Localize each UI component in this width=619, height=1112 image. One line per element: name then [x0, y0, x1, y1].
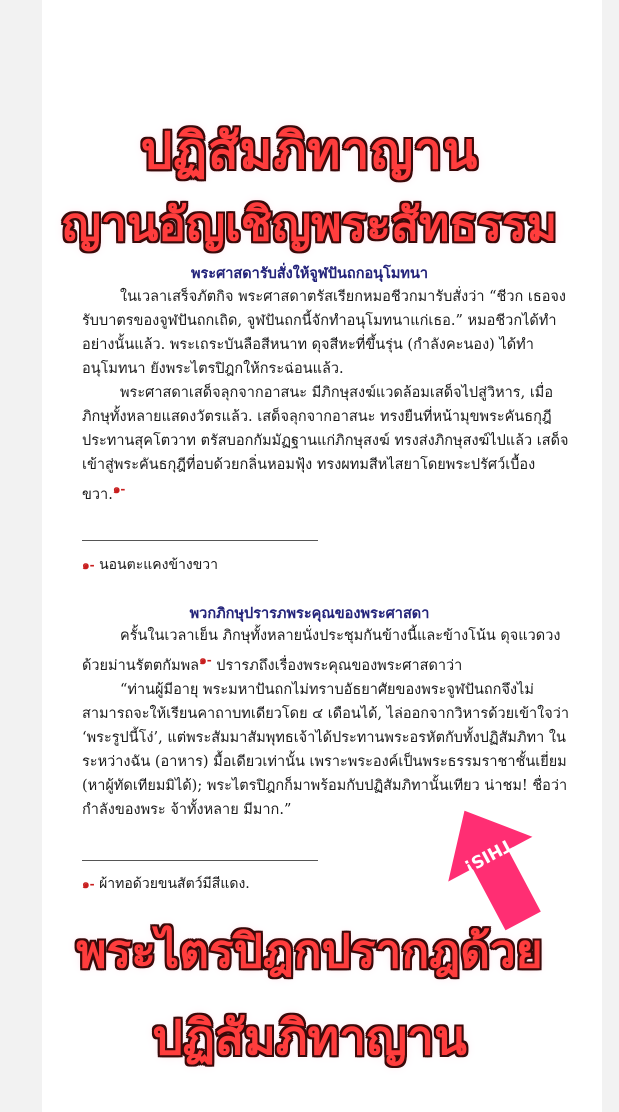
section2-paragraph1-text-a: ครั้นในเวลาเย็น ภิกษุทั้งหลายนั่งประชุมกันข้างนี้และข้างโน้น ดุจแวดวงด้วยม่านรัตตกัมพล	[82, 628, 561, 674]
section2-paragraph1	[82, 624, 572, 678]
section2-title: พวกภิกษุปรารภพระคุณของพระศาสดา	[189, 605, 430, 622]
headline-bottom-line1: พระไตรปิฎกปรากฎด้วย	[76, 924, 543, 978]
footnote-divider	[82, 540, 318, 541]
section1-paragraph1: ในเวลาเสร็จภัตกิจ พระศาสดาตรัสเรียกหมอชีวกมารับสั่งว่า “ชีวก เธอจงรับบาตรของจูฬปันถกเถิด, จูฬปันถกนี้จักทำอนุโมทนาแก่เธอ.” หมอชีวกได้ทำอย่างนั้นแล้ว. พระเถระบันลือสีหนาท ดุจสีหะที่ขึ้นรุ่น (กำลังคะนอง) ได้ทำอนุโมทนา ยังพระไตรปิฎกให้กระฉ่อนแล้ว.	[82, 289, 567, 377]
this-arrow-label: THIS!	[460, 833, 516, 876]
footnote-divider	[82, 860, 318, 861]
headline-top-line2: ญานอัญเชิญพระสัทธรรม	[61, 197, 558, 251]
section1-paragraph2-text: พระศาสดาเสด็จลุกจากอาสนะ มีภิกษุสงฆ์แวดล้อมเสด็จไปสู่วิหาร, เมื่อภิกษุทั้งหลายแสดงวัตรแล้ว. เสด็จลุกจากอาสนะ ทรงยืนที่หน้ามุขพระคันธกุฎี ประทานสุคโตวาท ตรัสบอกกัมมัฏฐานแก่ภิกษุสงฆ์ ทรงส่งภิกษุสงฆ์ไปแล้ว เสด็จเข้าสู่พระคันธกุฎีที่อบด้วยกลิ่นหอมฟุ้ง ทรงผทมสีหไสยาโดยพระปรัศว์เบื้องขวา.	[82, 385, 569, 503]
section1-title: พระศาสดารับสั่งให้จูฬปันถกอนุโมทนา	[190, 265, 429, 282]
footnote-mark: ๑-	[82, 877, 95, 891]
section1-paragraph2	[82, 381, 572, 507]
footnote-ref-mark[interactable]: ๑-	[199, 653, 212, 667]
footnote-1-text: นอนตะแคงข้างขวา	[99, 557, 219, 573]
footnote-ref-mark[interactable]: ๑-	[112, 482, 126, 496]
headline-bottom-line2: ปฏิสัมภิทาญาน	[152, 1010, 467, 1066]
footnote-1	[82, 555, 562, 575]
footnote-2-text: ผ้าทอด้วยขนสัตว์มีสีแดง.	[99, 876, 250, 892]
section2-paragraph1-text-b: ปรารภถึงเรื่องพระคุณของพระศาสดาว่า	[211, 657, 463, 674]
headline-top-line1: ปฏิสัมภิทาญาน	[140, 122, 479, 180]
footnote-mark: ๑-	[82, 558, 95, 572]
section2-quote: “ท่านผู้มีอายุ พระมหาปันถกไม่ทราบอัธยาศัยของพระจูฬปันถกจึงไม่สามารถจะให้เรียนคาถาบทเดียวโดย ๔ เดือนได้, ไล่ออกจากวิหารด้วยเข้าใจว่า ‘พระรูปนี้โง่’, แต่พระสัมมาสัมพุทธเจ้าได้ประทานพระอรหัตกับทั้งปฏิสัมภิทา ในระหว่างฉัน (อาหาร) มื้อเดียวเท่านั้น เพราะพระองค์เป็นพระธรรมราชาชั้นเยี่ยม (หาผู้ทัดเทียมมิได้); พระไตรปิฎกก็มาพร้อมกับปฏิสัมภิทานั้นเทียว น่าชม! ชื่อว่า กำลังของพระ จ้าทั้งหลาย มีมาก.”	[82, 682, 570, 818]
